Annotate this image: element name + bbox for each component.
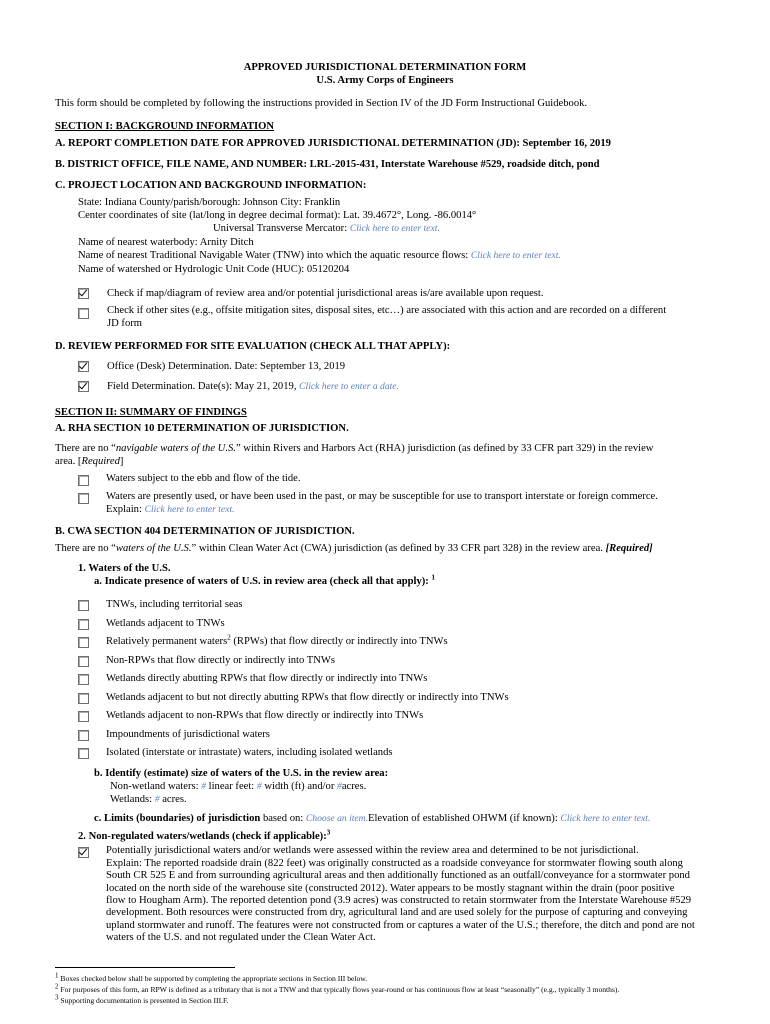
utm-label: Universal Transverse Mercator:	[213, 223, 348, 234]
rha-area-c: ]	[119, 456, 124, 467]
rha-text-c: ” within Rivers and Harbors Act (RHA) jurisdiction (as defined by 33 CFR part 329) in the review	[235, 443, 654, 454]
explanation-line-7: waters of the U.S. and not regulated under the Clean Water Act.	[106, 932, 376, 943]
explanation-line-6: upland stormwater and runoff. The features were not constructed from or captures a water of the U.S.; therefore, the ditch and pond are not	[106, 920, 695, 931]
footnote-ref-3: 3	[326, 828, 331, 837]
field-determination-label: Field Determination. Date(s): May 21, 2019,	[107, 381, 297, 392]
other-sites-label-1: Check if other sites (e.g., offsite mitigation sites, disposal sites, etc…) are associated with this action and are recorded on a different	[107, 305, 667, 316]
width-input[interactable]: #	[256, 781, 262, 792]
indicate-presence-heading	[94, 575, 435, 588]
map-available-checkbox[interactable]	[78, 288, 89, 299]
nearest-tnw-label: Name of nearest Traditional Navigable Water (TNW) into which the aquatic resource flows:	[78, 250, 469, 261]
width-label: width (ft) and/or	[264, 781, 335, 792]
waters-of-us-heading: 1. Waters of the U.S.	[78, 563, 171, 574]
footnote-2-number: 2	[55, 982, 59, 991]
cwa-text-a: There are no “	[55, 543, 116, 554]
rha-tide-checkbox[interactable]	[78, 475, 89, 486]
explanation-line-1: Explain: The reported roadside drain (822 feet) was originally constructed as a roadside conveyance for stormwater flowing south along	[106, 858, 683, 869]
water-type-checkbox-7[interactable]	[78, 711, 89, 722]
identify-size-heading: b. Identify (estimate) size of waters of the U.S. in the review area:	[94, 768, 389, 779]
explanation-line-3: located on the north side of the warehouse site (constructed 2012). Water appears to be mostly stagnant within the drain (poor positive	[106, 883, 675, 894]
nonwetland-waters-line	[110, 780, 366, 793]
report-completion-date: A. REPORT COMPLETION DATE FOR APPROVED JURISDICTIONAL DETERMINATION (JD): September 16, 2019	[55, 138, 611, 149]
water-type-text-1: TNWs, including territorial seas	[106, 599, 243, 610]
water-type-checkbox-2[interactable]	[78, 619, 89, 630]
field-determination-date-input[interactable]: Click here to enter a date.	[299, 381, 399, 392]
water-type-checkbox-5[interactable]	[78, 674, 89, 685]
office-determination-label: Office (Desk) Determination. Date: September 13, 2019	[107, 361, 346, 372]
limits-label: c. Limits (boundaries) of jurisdiction	[94, 813, 261, 824]
water-type-text-5: Wetlands directly abutting RPWs that flow directly or indirectly into TNWs	[106, 673, 428, 684]
limits-based-on: based on:	[262, 813, 304, 824]
project-location-heading: C. PROJECT LOCATION AND BACKGROUND INFORMATION:	[55, 180, 367, 191]
nearest-tnw-line	[78, 249, 561, 262]
non-regulated-label: Potentially jurisdictional waters and/or wetlands were assessed within the review area and determined to be not jurisdictional.	[106, 845, 639, 856]
water-type-label-2	[106, 617, 225, 630]
water-type-label-6	[106, 691, 509, 704]
limits-choose-dropdown[interactable]: Choose an item.	[305, 813, 368, 824]
cwa-required: [Required]	[605, 543, 653, 554]
rha-paragraph-line-2	[55, 455, 123, 468]
nearest-waterbody: Name of nearest waterbody: Arnity Ditch	[78, 237, 254, 248]
water-type-label-7	[106, 709, 423, 722]
map-available-label: Check if map/diagram of review area and/or potential jurisdictional areas is/are available upon request.	[107, 288, 544, 299]
water-type-text-4: Non-RPWs that flow directly or indirectly into TNWs	[106, 655, 336, 666]
footnote-1	[55, 971, 368, 984]
explanation-line-2: South CR 525 E and from surrounding agricultural areas and then additionally functioned as an outfall/conveyance for a stormwater pond	[106, 870, 690, 881]
water-type-text-9: Isolated (interstate or intrastate) waters, including isolated wetlands	[106, 747, 393, 758]
nonwetland-acres-label: acres.	[341, 781, 367, 792]
footnote-3-text: Supporting documentation is presented in Section III.F.	[60, 996, 229, 1005]
utm-line	[213, 222, 440, 235]
limits-of-jurisdiction-line	[94, 812, 650, 825]
non-regulated-checkbox[interactable]	[78, 847, 89, 858]
footnote-3-number: 3	[55, 993, 59, 1002]
water-type-checkbox-4[interactable]	[78, 656, 89, 667]
rha-text-a: There are no “	[55, 443, 116, 454]
district-office-file: B. DISTRICT OFFICE, FILE NAME, AND NUMBER: LRL-2015-431, Interstate Warehouse #529, roadside ditch, pond	[55, 159, 600, 170]
field-determination-line	[107, 380, 399, 393]
water-type-text-8: Impoundments of jurisdictional waters	[106, 729, 270, 740]
watershed-huc: Name of watershed or Hydrologic Unit Code (HUC): 05120204	[78, 264, 350, 275]
utm-input[interactable]: Click here to enter text.	[349, 223, 440, 234]
wetlands-line	[110, 793, 187, 806]
water-type-checkbox-8[interactable]	[78, 730, 89, 741]
cwa-text-c: ” within Clean Water Act (CWA) jurisdiction (as defined by 33 CFR part 328) in the review area.	[191, 543, 603, 554]
section-1-heading: SECTION I: BACKGROUND INFORMATION	[55, 121, 275, 132]
footnote-2-text: For purposes of this form, an RPW is defined as a tributary that is not a TNW and that typically flows year-round or has continuous flow at least “seasonally” (e.g., typically 3 months).	[60, 985, 620, 994]
wetlands-acres-input[interactable]: #	[154, 794, 160, 805]
footnote-3	[55, 993, 229, 1006]
rha-text-b: navigable waters of the U.S.	[115, 443, 236, 454]
rha-explain-label: Explain:	[106, 504, 142, 515]
center-coordinates: Center coordinates of site (lat/long in degree decimal format): Lat. 39.4672°, Long. -86.0014°	[78, 210, 477, 221]
office-determination-checkbox[interactable]	[78, 361, 89, 372]
footnote-1-number: 1	[55, 971, 59, 980]
rha-explain-line	[106, 503, 235, 516]
form-subtitle: U.S. Army Corps of Engineers	[316, 75, 454, 86]
nonwetland-label: Non-wetland waters:	[110, 781, 199, 792]
other-sites-label-2: JD form	[107, 318, 143, 329]
indicate-presence-text: a. Indicate presence of waters of U.S. in review area (check all that apply):	[94, 576, 429, 587]
rha-commerce-checkbox[interactable]	[78, 493, 89, 504]
non-regulated-text: 2. Non-regulated waters/wetlands (check if applicable):	[78, 831, 327, 842]
nonwetland-acres-input[interactable]: #	[337, 781, 342, 792]
rha-required: Required	[81, 456, 120, 467]
form-title: APPROVED JURISDICTIONAL DETERMINATION FORM	[243, 62, 527, 73]
review-performed-heading: D. REVIEW PERFORMED FOR SITE EVALUATION (CHECK ALL THAT APPLY):	[55, 341, 451, 352]
rha-paragraph-line-1	[55, 442, 653, 455]
footnote-ref-2: 2	[227, 633, 231, 642]
nearest-tnw-input[interactable]: Click here to enter text.	[470, 250, 561, 261]
rha-explain-input[interactable]: Click here to enter text.	[144, 504, 235, 515]
linear-feet-label: linear feet:	[208, 781, 255, 792]
non-regulated-heading	[78, 830, 330, 843]
section-2-heading: SECTION II: SUMMARY OF FINDINGS	[55, 407, 247, 418]
explanation-line-5: development. Both resources were constructed from dry, agricultural land and are used solely for the purpose of capturing and conveying	[106, 907, 688, 918]
wetlands-label: Wetlands:	[110, 794, 153, 805]
linear-feet-input[interactable]: #	[201, 781, 206, 792]
water-type-label-5	[106, 672, 427, 685]
footnote-1-text: Boxes checked below shall be supported by completing the appropriate sections in Section III below.	[60, 974, 368, 983]
rha-tide-label: Waters subject to the ebb and flow of the tide.	[106, 473, 301, 484]
water-type-text-7: Wetlands adjacent to non-RPWs that flow directly or indirectly into TNWs	[106, 710, 424, 721]
water-type-label-4	[106, 654, 335, 667]
water-type-checkbox-9[interactable]	[78, 748, 89, 759]
water-type-label-1	[106, 598, 243, 611]
water-type-label-8	[106, 728, 270, 741]
ohwm-input[interactable]: Click here to enter text.	[560, 813, 651, 824]
footnote-ref-1: 1	[431, 573, 435, 582]
state-county-city: State: Indiana County/parish/borough: Johnson City: Franklin	[78, 197, 341, 208]
water-type-checkbox-6[interactable]	[78, 693, 89, 704]
water-type-text-3-suffix: (RPWs) that flow directly or indirectly into TNWs	[230, 636, 448, 647]
cwa-text-b: waters of the U.S.	[115, 543, 192, 554]
rha-commerce-label: Waters are presently used, or have been used in the past, or may be susceptible for use to transport interstate or foreign commerce.	[106, 491, 658, 502]
field-determination-checkbox[interactable]	[78, 381, 89, 392]
rha-heading: A. RHA SECTION 10 DETERMINATION OF JURISDICTION.	[55, 423, 349, 434]
ohwm-label: Elevation of established OHWM (if known):	[368, 813, 558, 824]
water-type-label-9	[106, 746, 393, 759]
cwa-heading: B. CWA SECTION 404 DETERMINATION OF JURISDICTION.	[55, 526, 355, 537]
explanation-line-4: flow to Hougham Arm). The reported detention pond (3.9 acres) was constructed to retain stormwater from the Interstate Warehouse #529	[106, 895, 692, 906]
rha-area-a: area. [	[55, 456, 82, 467]
form-instructions: This form should be completed by following the instructions provided in Section IV of the JD Form Instructional Guidebook.	[55, 98, 588, 109]
water-type-checkbox-3[interactable]	[78, 637, 89, 648]
footnote-rule	[55, 967, 235, 968]
water-type-label-3	[106, 635, 448, 648]
water-type-text-3: Relatively permanent waters	[106, 636, 228, 647]
wetlands-acres-label: acres.	[162, 794, 187, 805]
cwa-paragraph	[55, 542, 653, 555]
water-type-text-2: Wetlands adjacent to TNWs	[106, 618, 225, 629]
water-type-checkbox-1[interactable]	[78, 600, 89, 611]
other-sites-checkbox[interactable]	[78, 308, 89, 319]
water-type-text-6: Wetlands adjacent to but not directly abutting RPWs that flow directly or indirectly into TNWs	[106, 692, 509, 703]
footnote-2	[55, 982, 620, 995]
